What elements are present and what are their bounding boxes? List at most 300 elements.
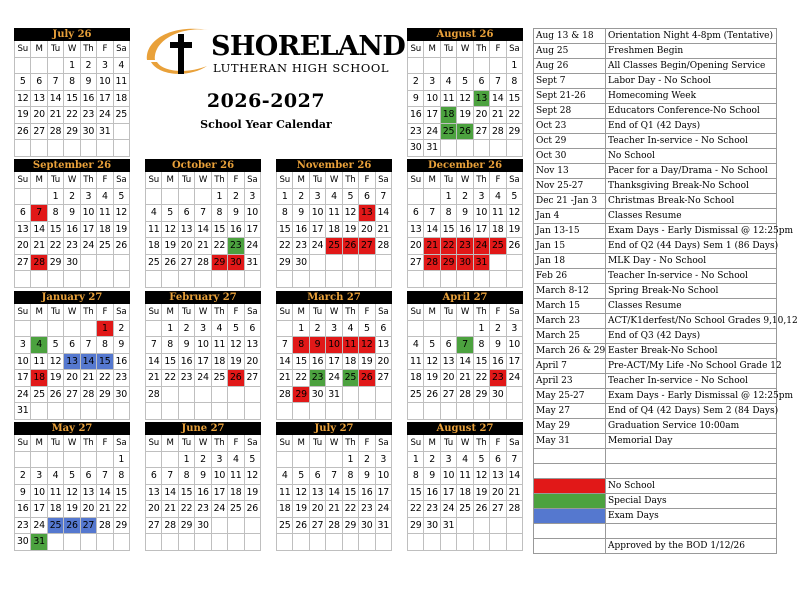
weekday-label: Th — [80, 172, 96, 188]
day-cell: 5 — [293, 468, 309, 485]
day-cell: 25 — [408, 386, 424, 403]
event-date: May 31 — [534, 434, 606, 449]
day-cell: 15 — [440, 221, 456, 238]
month-grid — [407, 41, 523, 157]
event-row — [534, 29, 777, 44]
event-row — [534, 449, 777, 464]
day-cell: 6 — [64, 337, 80, 354]
weekday-label: Su — [408, 304, 424, 320]
day-cell: 12 — [359, 337, 375, 354]
event-description: Spring Break-No School — [606, 284, 777, 299]
day-cell: 20 — [80, 501, 96, 518]
weekday-label: F — [228, 435, 244, 451]
day-cell: 24 — [31, 517, 47, 534]
day-cell: 16 — [490, 353, 506, 370]
empty-cell — [342, 403, 358, 420]
day-cell: 27 — [490, 501, 506, 518]
weekday-label: F — [228, 304, 244, 320]
day-cell: 20 — [473, 107, 489, 124]
day-cell: 16 — [113, 353, 129, 370]
day-cell: 10 — [80, 205, 96, 222]
event-date: May 25-27 — [534, 389, 606, 404]
day-cell: 14 — [31, 221, 47, 238]
day-cell: 4 — [211, 320, 227, 337]
day-cell: 30 — [490, 386, 506, 403]
day-cell: 23 — [424, 501, 440, 518]
empty-cell — [97, 271, 113, 288]
day-cell: 11 — [97, 205, 113, 222]
event-date: April 7 — [534, 359, 606, 374]
empty-cell — [97, 140, 113, 157]
weekday-label: Sa — [506, 435, 522, 451]
empty-cell — [326, 271, 342, 288]
weekday-label: M — [424, 304, 440, 320]
day-cell: 20 — [490, 484, 506, 501]
empty-cell — [244, 403, 260, 420]
day-cell: 30 — [293, 254, 309, 271]
month-block — [407, 159, 523, 288]
empty-cell — [146, 451, 162, 468]
day-cell: 20 — [15, 238, 31, 255]
empty-cell — [162, 403, 178, 420]
empty-cell — [342, 254, 358, 271]
empty-cell — [424, 271, 440, 288]
weekday-label: F — [97, 304, 113, 320]
day-cell: 4 — [277, 468, 293, 485]
weekday-label: W — [195, 435, 211, 451]
empty-cell — [506, 254, 522, 271]
weekday-label: Su — [408, 435, 424, 451]
day-cell: 1 — [408, 451, 424, 468]
day-cell: 6 — [146, 468, 162, 485]
day-cell: 26 — [293, 517, 309, 534]
empty-cell — [424, 188, 440, 205]
empty-cell — [15, 188, 31, 205]
day-cell: 27 — [146, 517, 162, 534]
day-cell: 10 — [506, 337, 522, 354]
event-row — [534, 344, 777, 359]
weekday-label: Tu — [440, 304, 456, 320]
day-cell: 16 — [457, 221, 473, 238]
day-cell: 18 — [31, 370, 47, 387]
empty-cell — [375, 386, 391, 403]
event-description: Classes Resume — [606, 299, 777, 314]
day-cell: 2 — [80, 57, 96, 74]
legend-label: Exam Days — [606, 509, 777, 524]
day-cell: 13 — [375, 337, 391, 354]
day-cell: 15 — [211, 221, 227, 238]
event-date: March 15 — [534, 299, 606, 314]
day-cell: 26 — [15, 123, 31, 140]
day-cell: 18 — [440, 107, 456, 124]
event-description: Exam Days - Early Dismissal @ 12:25pm — [606, 224, 777, 239]
day-cell: 5 — [424, 337, 440, 354]
day-cell: 21 — [326, 501, 342, 518]
event-row — [534, 404, 777, 419]
day-cell: 12 — [162, 221, 178, 238]
weekday-label: W — [195, 304, 211, 320]
event-row — [534, 464, 777, 479]
day-cell: 17 — [326, 353, 342, 370]
event-row — [534, 164, 777, 179]
empty-cell — [359, 271, 375, 288]
month-block — [407, 28, 523, 157]
weekday-label: M — [31, 172, 47, 188]
empty-cell — [408, 188, 424, 205]
day-cell: 11 — [457, 468, 473, 485]
day-cell: 26 — [64, 517, 80, 534]
empty-cell — [15, 451, 31, 468]
event-description — [606, 524, 777, 539]
day-cell: 2 — [490, 320, 506, 337]
empty-cell — [146, 534, 162, 551]
day-cell: 18 — [457, 484, 473, 501]
empty-cell — [211, 534, 227, 551]
day-cell: 4 — [408, 337, 424, 354]
empty-cell — [309, 271, 325, 288]
day-cell: 29 — [473, 386, 489, 403]
day-cell: 20 — [440, 370, 456, 387]
event-row — [534, 149, 777, 164]
day-cell: 4 — [342, 320, 358, 337]
day-cell: 1 — [64, 57, 80, 74]
empty-cell — [15, 320, 31, 337]
weekday-label: F — [490, 172, 506, 188]
day-cell: 6 — [473, 74, 489, 91]
day-cell: 10 — [97, 74, 113, 91]
day-cell: 2 — [457, 188, 473, 205]
month-header: February 27 — [145, 291, 261, 304]
month-header: June 27 — [145, 422, 261, 435]
day-cell: 26 — [359, 370, 375, 387]
day-cell: 6 — [309, 468, 325, 485]
day-cell: 13 — [359, 205, 375, 222]
day-cell: 5 — [64, 468, 80, 485]
day-cell: 5 — [244, 451, 260, 468]
day-cell: 5 — [15, 74, 31, 91]
day-cell: 28 — [162, 517, 178, 534]
day-cell: 29 — [113, 517, 129, 534]
day-cell: 22 — [64, 107, 80, 124]
event-row — [534, 89, 777, 104]
weekday-label: M — [293, 435, 309, 451]
day-cell: 14 — [375, 205, 391, 222]
day-cell: 17 — [15, 370, 31, 387]
weekday-label: Th — [342, 435, 358, 451]
empty-cell — [375, 271, 391, 288]
day-cell: 7 — [80, 337, 96, 354]
day-cell: 14 — [47, 90, 63, 107]
empty-cell — [277, 320, 293, 337]
month-block — [145, 291, 261, 420]
day-cell: 11 — [31, 353, 47, 370]
day-cell: 31 — [244, 254, 260, 271]
empty-cell — [506, 403, 522, 420]
weekday-label: Th — [211, 304, 227, 320]
day-cell: 26 — [506, 238, 522, 255]
event-row — [534, 389, 777, 404]
month-header: August 26 — [407, 28, 523, 41]
day-cell: 19 — [162, 238, 178, 255]
day-cell: 13 — [440, 353, 456, 370]
day-cell: 11 — [228, 468, 244, 485]
event-row — [534, 509, 777, 524]
day-cell: 29 — [211, 254, 227, 271]
empty-cell — [162, 534, 178, 551]
day-cell: 3 — [31, 468, 47, 485]
weekday-label: F — [490, 304, 506, 320]
empty-cell — [113, 534, 129, 551]
day-cell: 28 — [47, 123, 63, 140]
event-description: No School — [606, 149, 777, 164]
day-cell: 25 — [113, 107, 129, 124]
day-cell: 10 — [195, 337, 211, 354]
empty-cell — [326, 254, 342, 271]
weekday-label: M — [31, 304, 47, 320]
day-cell: 28 — [457, 386, 473, 403]
day-cell: 18 — [228, 484, 244, 501]
weekday-label: Th — [473, 172, 489, 188]
day-cell: 5 — [359, 320, 375, 337]
day-cell: 3 — [326, 320, 342, 337]
empty-cell — [228, 534, 244, 551]
empty-cell — [178, 534, 194, 551]
day-cell: 24 — [211, 501, 227, 518]
empty-cell — [178, 271, 194, 288]
empty-cell — [424, 57, 440, 74]
weekday-label: Th — [473, 304, 489, 320]
weekday-label: W — [457, 304, 473, 320]
day-cell: 8 — [293, 337, 309, 354]
day-cell: 13 — [15, 221, 31, 238]
day-cell: 31 — [97, 123, 113, 140]
day-cell: 9 — [457, 205, 473, 222]
event-date: Aug 13 & 18 — [534, 29, 606, 44]
event-description: Pre-ACT/My Life -No School Grade 12 — [606, 359, 777, 374]
day-cell: 22 — [47, 238, 63, 255]
day-cell: 16 — [64, 221, 80, 238]
day-cell: 28 — [490, 123, 506, 140]
day-cell: 12 — [506, 205, 522, 222]
day-cell: 30 — [80, 123, 96, 140]
empty-cell — [277, 451, 293, 468]
weekday-label: Sa — [506, 172, 522, 188]
day-cell: 11 — [440, 90, 456, 107]
day-cell: 14 — [506, 468, 522, 485]
day-cell: 3 — [424, 74, 440, 91]
empty-cell — [293, 271, 309, 288]
empty-cell — [342, 271, 358, 288]
empty-cell — [440, 140, 456, 157]
month-header: January 27 — [14, 291, 130, 304]
day-cell: 23 — [195, 501, 211, 518]
event-description: Educators Conference-No School — [606, 104, 777, 119]
event-description: End of Q1 (42 Days) — [606, 119, 777, 134]
day-cell: 23 — [113, 370, 129, 387]
month-grid — [14, 41, 130, 157]
empty-cell — [146, 188, 162, 205]
empty-cell — [15, 271, 31, 288]
month-grid — [276, 172, 392, 288]
event-row — [534, 284, 777, 299]
empty-cell — [64, 271, 80, 288]
day-cell: 6 — [31, 74, 47, 91]
weekday-label: Tu — [309, 172, 325, 188]
month-header: September 26 — [14, 159, 130, 172]
weekday-label: F — [228, 172, 244, 188]
event-description: Teacher In-service - No School — [606, 134, 777, 149]
event-row — [534, 299, 777, 314]
weekday-label: Sa — [244, 172, 260, 188]
empty-cell — [424, 403, 440, 420]
day-cell: 9 — [408, 90, 424, 107]
empty-cell — [490, 534, 506, 551]
empty-cell — [473, 57, 489, 74]
day-cell: 16 — [178, 353, 194, 370]
day-cell: 7 — [457, 337, 473, 354]
event-row — [534, 59, 777, 74]
day-cell: 18 — [47, 501, 63, 518]
day-cell: 1 — [293, 320, 309, 337]
day-cell: 27 — [375, 370, 391, 387]
weekday-label: Th — [342, 304, 358, 320]
month-grid — [276, 435, 392, 551]
weekday-label: Th — [473, 435, 489, 451]
day-cell: 7 — [31, 205, 47, 222]
day-cell: 28 — [506, 501, 522, 518]
empty-cell — [47, 320, 63, 337]
weekday-label: M — [293, 172, 309, 188]
day-cell: 2 — [228, 188, 244, 205]
day-cell: 19 — [359, 353, 375, 370]
weekday-label: Su — [15, 435, 31, 451]
empty-cell — [490, 403, 506, 420]
day-cell: 5 — [113, 188, 129, 205]
weekday-label: W — [64, 172, 80, 188]
day-cell: 24 — [440, 501, 456, 518]
day-cell: 19 — [424, 370, 440, 387]
day-cell: 8 — [277, 205, 293, 222]
day-cell: 8 — [473, 337, 489, 354]
day-cell: 25 — [146, 254, 162, 271]
day-cell: 25 — [47, 517, 63, 534]
weekday-label: M — [31, 41, 47, 57]
month-block — [145, 159, 261, 288]
day-cell: 11 — [146, 221, 162, 238]
day-cell: 12 — [47, 353, 63, 370]
day-cell: 10 — [375, 468, 391, 485]
month-grid — [14, 304, 130, 420]
empty-cell — [31, 451, 47, 468]
day-cell: 9 — [195, 468, 211, 485]
day-cell: 23 — [80, 107, 96, 124]
day-cell: 7 — [47, 74, 63, 91]
day-cell: 17 — [195, 353, 211, 370]
event-row — [534, 254, 777, 269]
event-row — [534, 374, 777, 389]
logo-school-subtitle: LUTHERAN HIGH SCHOOL — [213, 61, 390, 75]
weekday-label: W — [326, 172, 342, 188]
weekday-label: Su — [408, 41, 424, 57]
empty-cell — [113, 403, 129, 420]
month-header: July 27 — [276, 422, 392, 435]
day-cell: 13 — [31, 90, 47, 107]
day-cell: 8 — [408, 468, 424, 485]
event-row — [534, 434, 777, 449]
day-cell: 30 — [457, 254, 473, 271]
day-cell: 6 — [15, 205, 31, 222]
empty-cell — [47, 534, 63, 551]
day-cell: 16 — [195, 484, 211, 501]
day-cell: 22 — [97, 370, 113, 387]
day-cell: 20 — [178, 238, 194, 255]
event-description — [606, 464, 777, 479]
day-cell: 16 — [424, 484, 440, 501]
weekday-label: Sa — [113, 41, 129, 57]
empty-cell — [490, 517, 506, 534]
empty-cell — [113, 123, 129, 140]
day-cell: 21 — [97, 501, 113, 518]
month-header: May 27 — [14, 422, 130, 435]
month-header: November 26 — [276, 159, 392, 172]
day-cell: 27 — [359, 238, 375, 255]
school-logo — [141, 22, 406, 82]
event-description: Exam Days - Early Dismissal @ 12:25pm — [606, 389, 777, 404]
day-cell: 7 — [97, 468, 113, 485]
day-cell: 17 — [424, 107, 440, 124]
day-cell: 4 — [97, 188, 113, 205]
day-cell: 23 — [178, 370, 194, 387]
day-cell: 8 — [211, 205, 227, 222]
day-cell: 1 — [506, 57, 522, 74]
event-date: March 23 — [534, 314, 606, 329]
day-cell: 27 — [440, 386, 456, 403]
day-cell: 9 — [15, 484, 31, 501]
day-cell: 30 — [64, 254, 80, 271]
day-cell: 22 — [113, 501, 129, 518]
month-block — [14, 159, 130, 288]
day-cell: 5 — [506, 188, 522, 205]
weekday-label: F — [359, 172, 375, 188]
day-cell: 25 — [228, 501, 244, 518]
event-row — [534, 224, 777, 239]
day-cell: 9 — [359, 468, 375, 485]
event-date: Oct 23 — [534, 119, 606, 134]
event-description: Christmas Break-No School — [606, 194, 777, 209]
day-cell: 21 — [146, 370, 162, 387]
day-cell: 29 — [64, 123, 80, 140]
empty-cell — [490, 254, 506, 271]
day-cell: 7 — [146, 337, 162, 354]
day-cell: 21 — [277, 370, 293, 387]
day-cell: 2 — [64, 188, 80, 205]
legend-swatch — [534, 509, 606, 524]
empty-cell — [64, 451, 80, 468]
day-cell: 12 — [293, 484, 309, 501]
empty-cell — [113, 271, 129, 288]
empty-cell — [31, 188, 47, 205]
event-row — [534, 44, 777, 59]
day-cell: 26 — [473, 501, 489, 518]
day-cell: 30 — [195, 517, 211, 534]
empty-cell — [326, 534, 342, 551]
day-cell: 22 — [473, 370, 489, 387]
empty-cell — [146, 320, 162, 337]
empty-cell — [473, 403, 489, 420]
empty-cell — [47, 271, 63, 288]
weekday-label: M — [293, 304, 309, 320]
empty-cell — [506, 386, 522, 403]
